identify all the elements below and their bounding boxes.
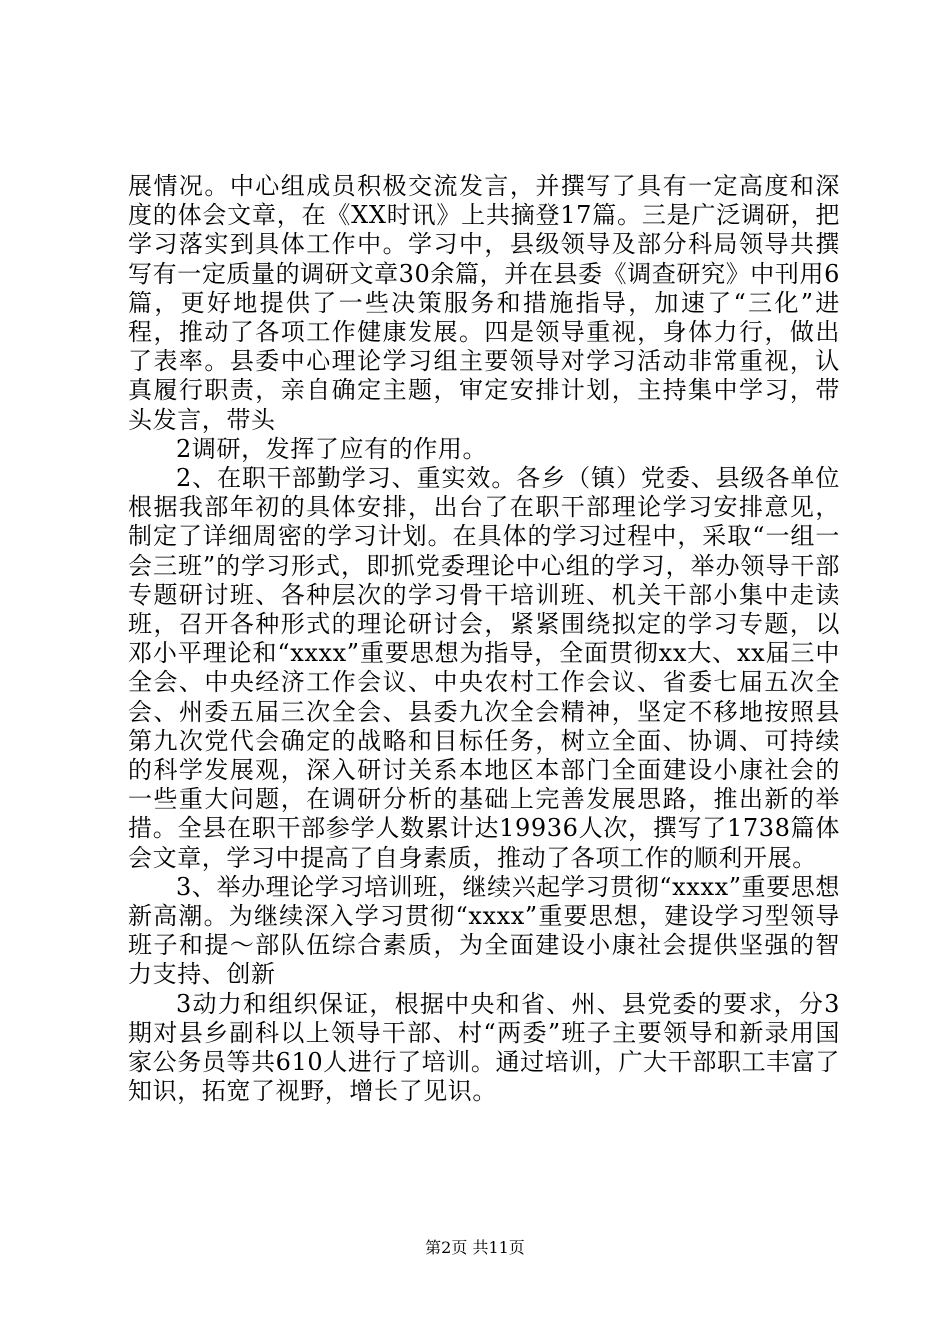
page-number-footer: 第2页 共11页 xyxy=(425,1238,525,1257)
paragraph-fragment-1: 2调研，发挥了应有的作用。 xyxy=(176,434,488,463)
paragraph-item-2: 2、在职干部勤学习、重实效。各乡（镇）党委、县级各单位根据我部年初的具体安排，出台了在职干部理论学习安排意见，制定了详细周密的学习计划。在具体的学习过程中，采取“一组一会三班”的学习形式，即抓党委理论中心组的学习，举办领导干部专题研讨班、各种层次的学习骨干培训班、机关干部小集中走读班，召开各种形式的理论研讨会，紧紧围绕拟定的学习专题，以邓小平理论和“xxxx”重要思想为指导，全面贯彻xx大、xx届三中全会、中央经济工作会议、中央农村工作会议、省委七届五次全会、州委五届三次全会、县委九次全会精神，坚定不移地按照县第九次党代会确定的战略和目标任务，树立全面、协调、可持续的科学发展观，深入研讨关系本地区本部门全面建设小康社会的一些重大问题，在调研分析的基础上完善发展思路，推出新的举措。全县在职干部参学人数累计达19936人次，撰写了1738篇体会文章，学习中提高了自身素质，推动了各项工作的顺利开展。 xyxy=(128,464,840,872)
paragraph-item-3: 3、举办理论学习培训班，继续兴起学习贯彻“xxxx”重要思想新高潮。为继续深入学习贯彻“xxxx”重要思想，建设学习型领导班子和提～部队伍综合素质，为全面建设小康社会提供坚强的智力支持、创新 xyxy=(128,872,840,989)
paragraph-continuation: 展情况。中心组成员积极交流发言，并撰写了具有一定高度和深度的体会文章，在《XX时讯》上共摘登17篇。三是广泛调研，把学习落实到具体工作中。学习中，县级领导及部分科局领导共撰写有一定质量的调研文章30余篇，并在县委《调查研究》中刊用6篇，更好地提供了一些决策服务和措施指导，加速了“三化”进程，推动了各项工作健康发展。四是领导重视，身体力行，做出了表率。县委中心理论学习组主要领导对学习活动非常重视，认真履行职责，亲自确定主题，审定安排计划，主持集中学习，带头发言，带头 xyxy=(128,172,840,434)
paragraph-fragment-2: 3动力和组织保证，根据中央和省、州、县党委的要求，分3期对县乡副科以上领导干部、村“两委”班子主要领导和新录用国家公务员等共610人进行了培训。通过培训，广大干部职工丰富了知识，拓宽了视野，增长了见识。 xyxy=(128,989,840,1106)
document-body xyxy=(128,172,840,1107)
